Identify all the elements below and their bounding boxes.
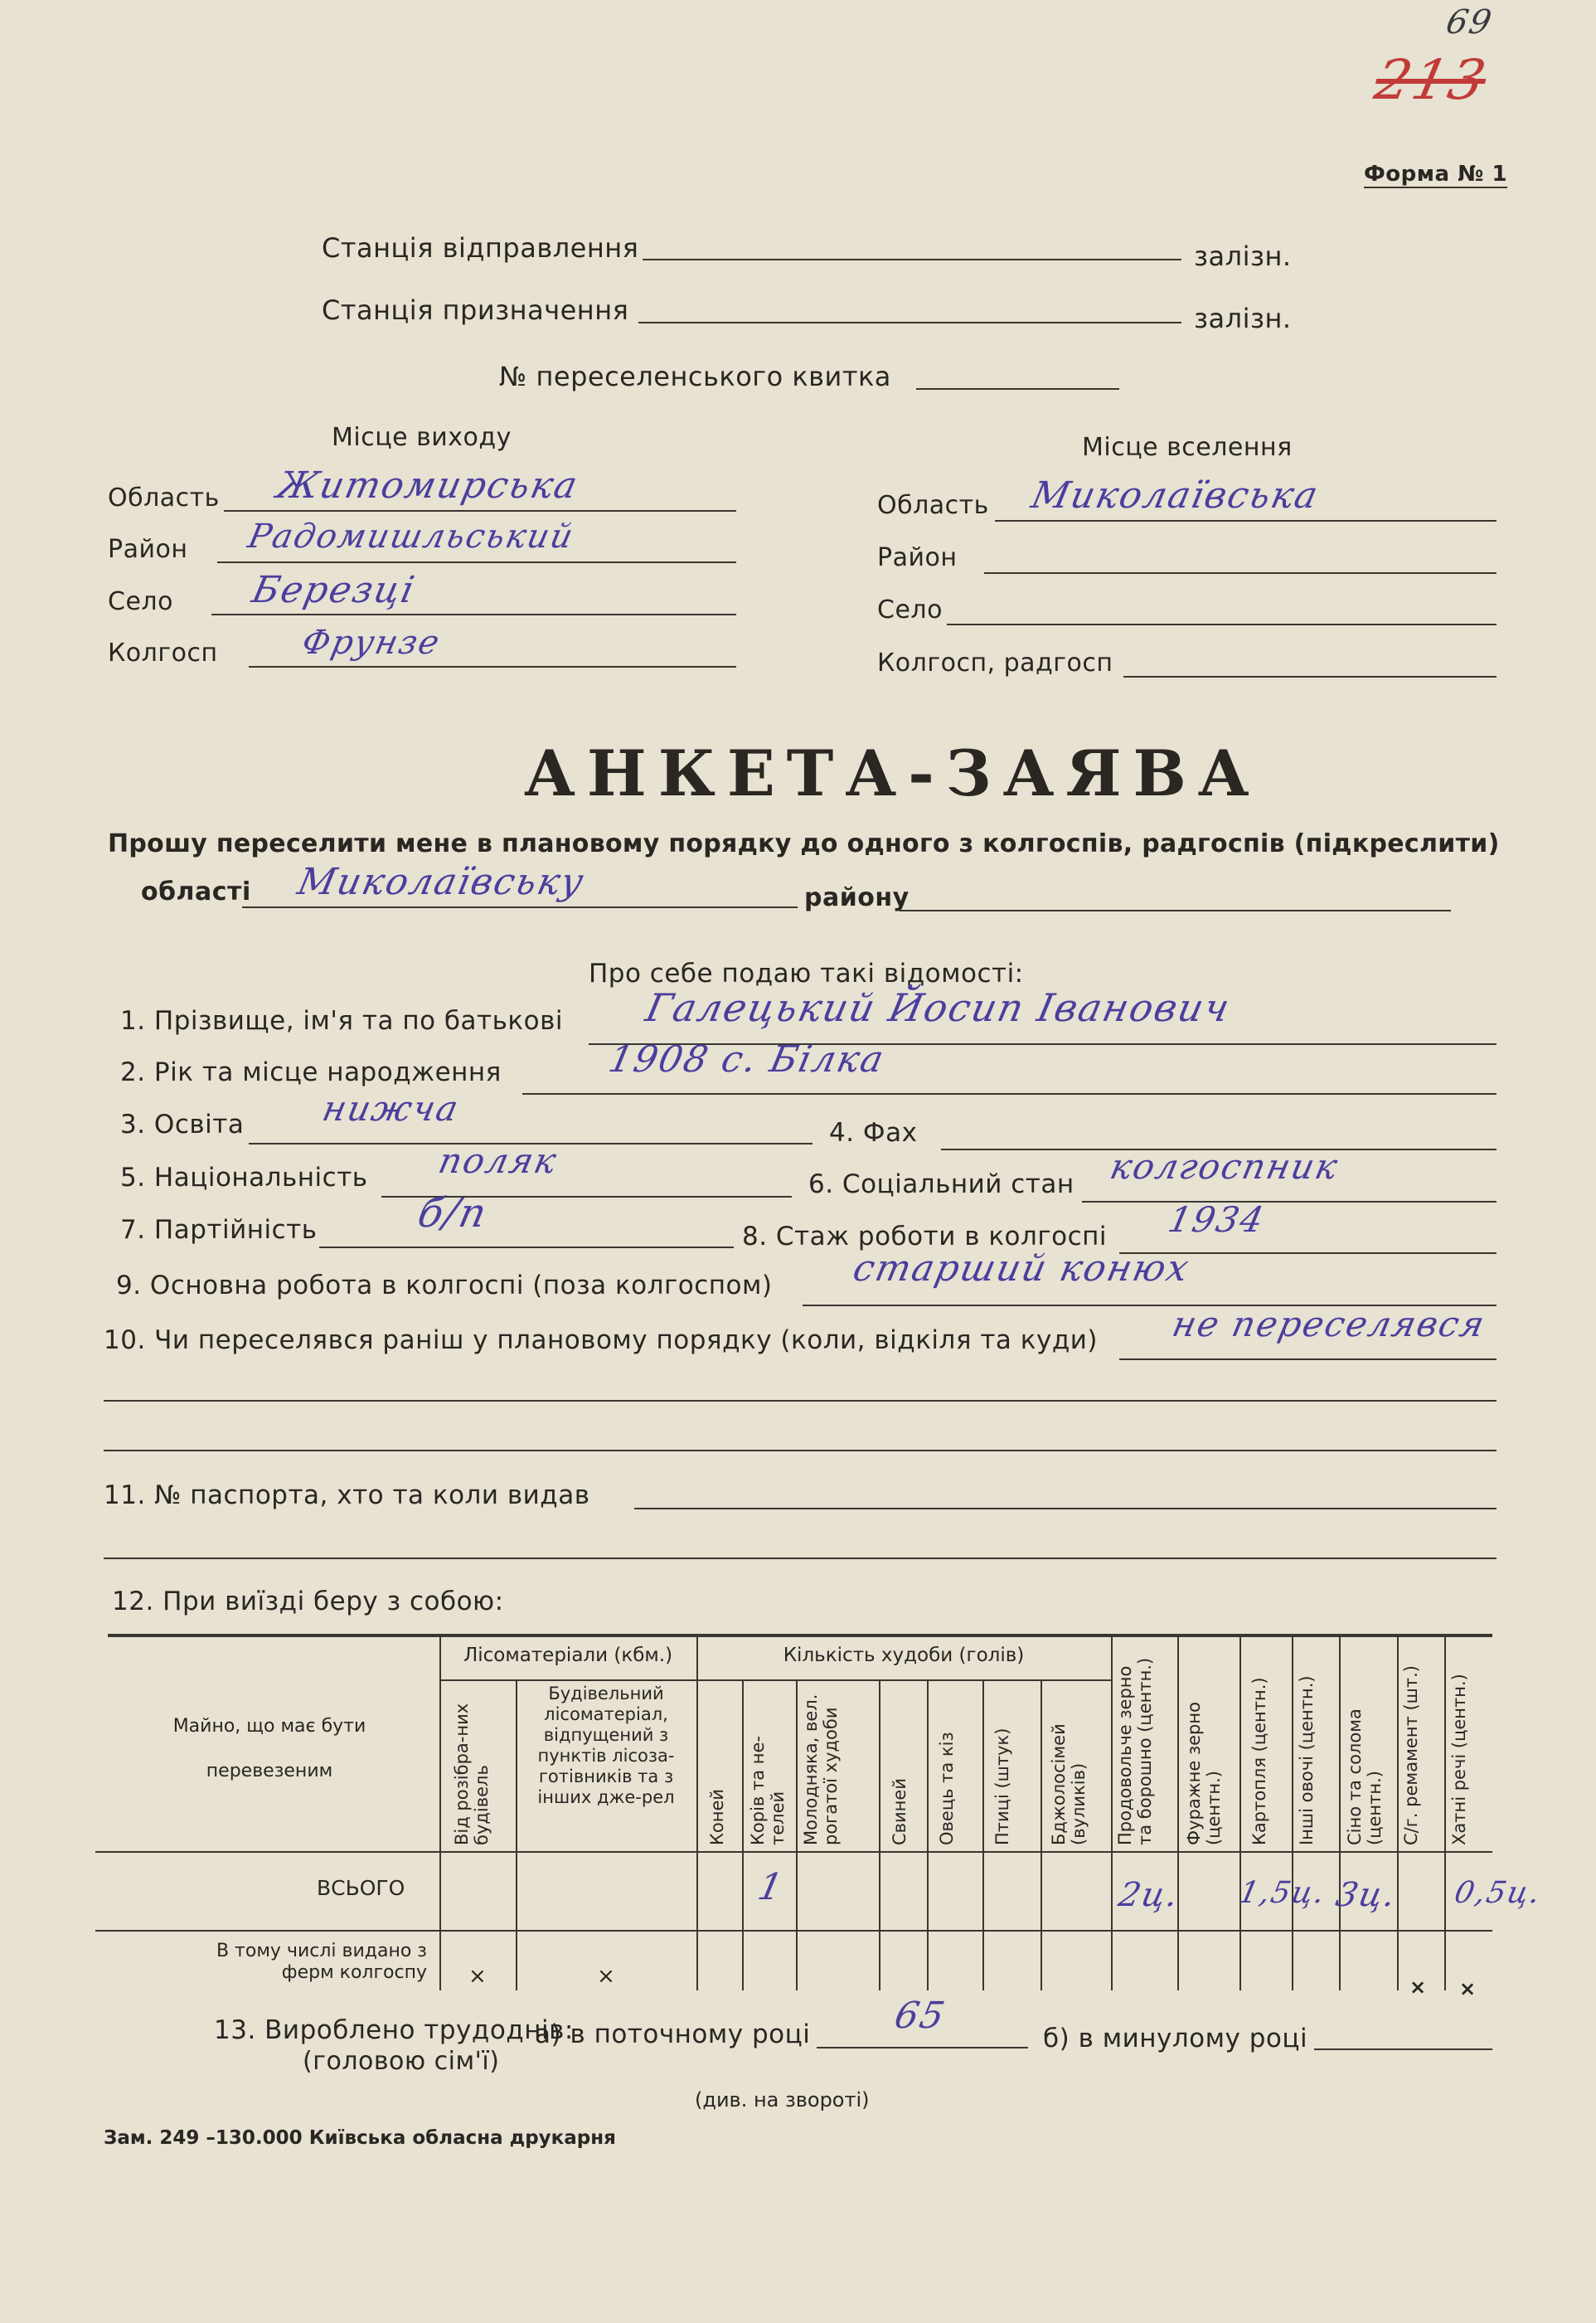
origin-kolhosp-value: Фрунзе xyxy=(298,624,444,662)
departure-railway-label: залізн. xyxy=(1194,241,1292,272)
field-9-label: 9. Основна робота в колгоспі (поза колгоспом) xyxy=(116,1271,773,1300)
origin-village-field[interactable] xyxy=(211,614,736,615)
header-young-cattle: Молодняка, вел. рогатої худоби xyxy=(801,1694,841,1845)
destination-heading: Місце вселення xyxy=(1082,433,1293,462)
field-7-value: б/п xyxy=(414,1190,492,1237)
ticket-label: № переселенського квитка xyxy=(499,361,891,392)
destination-village-label: Село xyxy=(877,595,943,624)
print-info: Зам. 249 –130.000 Київська обласна друкарня xyxy=(104,2127,616,2149)
request-rayon-field[interactable] xyxy=(900,910,1451,911)
archive-number-top: 69 xyxy=(1443,3,1497,41)
departure-station-label: Станція відправлення xyxy=(322,232,639,264)
header-tools: С/г. ремамент (шт.) xyxy=(1401,1665,1421,1845)
destination-station-field[interactable] xyxy=(638,322,1181,323)
workdays-previous-label: б) в минулому році xyxy=(1043,2024,1308,2053)
header-cows: Корів та не-телей xyxy=(748,1736,788,1845)
field-8-value: 1934 xyxy=(1164,1199,1269,1240)
see-back-note: (див. на звороті) xyxy=(695,2088,870,2112)
request-oblast-value: Миколаївську xyxy=(293,861,589,903)
departure-station-field[interactable] xyxy=(643,259,1181,260)
field-2-label: 2. Рік та місце народження xyxy=(120,1057,502,1087)
request-oblast-label: області xyxy=(141,877,251,906)
row-total-label: ВСЬОГО xyxy=(317,1876,405,1900)
header-household: Хатні речі (центн.) xyxy=(1449,1674,1469,1845)
destination-oblast-label: Область xyxy=(877,491,989,520)
request-text: Прошу переселити мене в плановому порядку до одного з колгоспів, радгоспів (підкреслити) xyxy=(108,829,1500,858)
field-5-label: 5. Національність xyxy=(120,1163,368,1193)
workdays-current-field[interactable] xyxy=(817,2047,1028,2048)
farm-household-cross: × xyxy=(1459,1977,1477,2000)
workdays-current-label: а) в поточному році xyxy=(535,2019,811,2049)
origin-rayon-value: Радомишльський xyxy=(245,518,578,556)
field-1-value: Галецький Йосип Іванович xyxy=(642,985,1235,1030)
header-group-timber: Лісоматеріали (кбм.) xyxy=(463,1645,673,1666)
origin-kolhosp-field[interactable] xyxy=(249,666,736,668)
field-8-label: 8. Стаж роботи в колгоспі xyxy=(742,1222,1108,1251)
form-label: Форма № 1 xyxy=(1364,162,1508,187)
header-grain: Продовольче зерно та борошно (центн.) xyxy=(1115,1657,1155,1845)
header-pigs: Свиней xyxy=(890,1778,910,1845)
destination-oblast-field[interactable] xyxy=(995,520,1497,522)
field-6-line[interactable] xyxy=(1082,1201,1497,1203)
archive-number-struck: 213 xyxy=(1369,48,1493,112)
header-birds: Птиці (штук) xyxy=(992,1728,1012,1845)
destination-rayon-label: Район xyxy=(877,543,958,572)
field-10-value: не переселявся xyxy=(1168,1304,1490,1344)
origin-heading: Місце виходу xyxy=(332,423,512,452)
farm-dismantled-cross: × xyxy=(468,1964,487,1989)
workdays-current-value: 65 xyxy=(890,1995,950,2037)
intro-text: Про себе подаю такі відомості: xyxy=(589,959,1024,989)
total-potatoes-value: 1,5ц. xyxy=(1235,1876,1330,1910)
field-11-line-2[interactable] xyxy=(104,1558,1497,1559)
origin-village-value: Березці xyxy=(248,569,420,611)
header-vegetables: Інші овочі (центн.) xyxy=(1297,1675,1317,1845)
field-10-line-3[interactable] xyxy=(104,1450,1497,1451)
header-building-timber: Будівельний лісоматеріал, відпущений з пунктів лісоза-готівників та з інших дже-рел xyxy=(537,1684,675,1807)
destination-railway-label: залізн. xyxy=(1194,303,1292,334)
farm-tools-cross: × xyxy=(1409,1976,1427,1999)
document-title: АНКЕТА-ЗАЯВА xyxy=(524,736,1261,810)
field-6-label: 6. Соціальний стан xyxy=(808,1169,1075,1199)
destination-kolhosp-field[interactable] xyxy=(1123,676,1497,678)
field-9-value: старший конюх xyxy=(849,1247,1194,1290)
origin-rayon-field[interactable] xyxy=(217,561,736,563)
field-3-value: нижча xyxy=(318,1088,463,1129)
destination-oblast-value: Миколаївська xyxy=(1027,474,1323,517)
field-11-label: 11. № паспорта, хто та коли видав xyxy=(104,1480,590,1510)
field-7-line[interactable] xyxy=(319,1247,734,1248)
header-hay-straw: Сіно та солома (центн.) xyxy=(1345,1708,1385,1845)
total-grain-value: 2ц. xyxy=(1115,1876,1183,1914)
field-2-line[interactable] xyxy=(522,1093,1497,1095)
destination-station-label: Станція призначення xyxy=(322,294,629,326)
header-property: Майно, що має бути перевезеним xyxy=(172,1716,366,1781)
field-2-value: 1908 с. Білка xyxy=(604,1038,889,1081)
header-bees: Бджолосімей (вуликів) xyxy=(1049,1723,1089,1845)
farm-building-cross: × xyxy=(597,1964,615,1989)
origin-kolhosp-label: Колгосп xyxy=(108,639,218,668)
origin-oblast-value: Житомирська xyxy=(273,464,583,507)
header-sheep-goats: Овець та кіз xyxy=(937,1732,957,1845)
field-7-label: 7. Партійність xyxy=(120,1215,318,1245)
total-hay-value: 3ц. xyxy=(1332,1876,1400,1914)
origin-rayon-label: Район xyxy=(108,535,188,564)
total-cows-value: 1 xyxy=(754,1866,788,1908)
workdays-previous-field[interactable] xyxy=(1314,2048,1492,2050)
field-5-value: поляк xyxy=(434,1140,562,1181)
header-group-livestock: Кількість худоби (голів) xyxy=(783,1645,1025,1666)
field-10-line-2[interactable] xyxy=(104,1400,1497,1402)
field-1-label: 1. Прізвище, ім'я та по батькові xyxy=(120,1006,563,1036)
origin-oblast-field[interactable] xyxy=(224,510,736,512)
field-10-line[interactable] xyxy=(1119,1358,1497,1360)
field-11-line[interactable] xyxy=(634,1508,1497,1509)
field-3-label: 3. Освіта xyxy=(120,1110,245,1140)
total-household-value: 0,5ц. xyxy=(1451,1876,1545,1910)
origin-village-label: Село xyxy=(108,587,173,616)
field-6-value: колгоспник xyxy=(1106,1146,1343,1187)
workdays-label: 13. Вироблено трудоднів: xyxy=(214,2015,574,2045)
header-horses: Коней xyxy=(707,1788,727,1845)
field-10-label: 10. Чи переселявся раніш у плановому порядку (коли, відкіля та куди) xyxy=(104,1325,1098,1355)
header-dismantled: Від розібра-них будівель xyxy=(452,1703,492,1845)
request-oblast-field[interactable] xyxy=(242,906,798,908)
request-rayon-label: району xyxy=(804,883,910,912)
destination-kolhosp-label: Колгосп, радгосп xyxy=(877,649,1113,678)
ticket-field[interactable] xyxy=(916,388,1119,390)
field-12-label: 12. При виїзді беру з собою: xyxy=(112,1587,504,1616)
header-fodder: Фуражне зерно (центн.) xyxy=(1184,1702,1224,1845)
destination-village-field[interactable] xyxy=(947,624,1497,625)
workdays-sub-label: (головою сім'ї) xyxy=(303,2047,500,2076)
origin-oblast-label: Область xyxy=(108,484,220,513)
field-4-label: 4. Фах xyxy=(829,1118,918,1148)
header-potatoes: Картопля (центн.) xyxy=(1249,1677,1269,1845)
row-farm-label: В тому числі видано з ферм колгоспу xyxy=(216,1941,427,1983)
destination-rayon-field[interactable] xyxy=(984,572,1497,574)
